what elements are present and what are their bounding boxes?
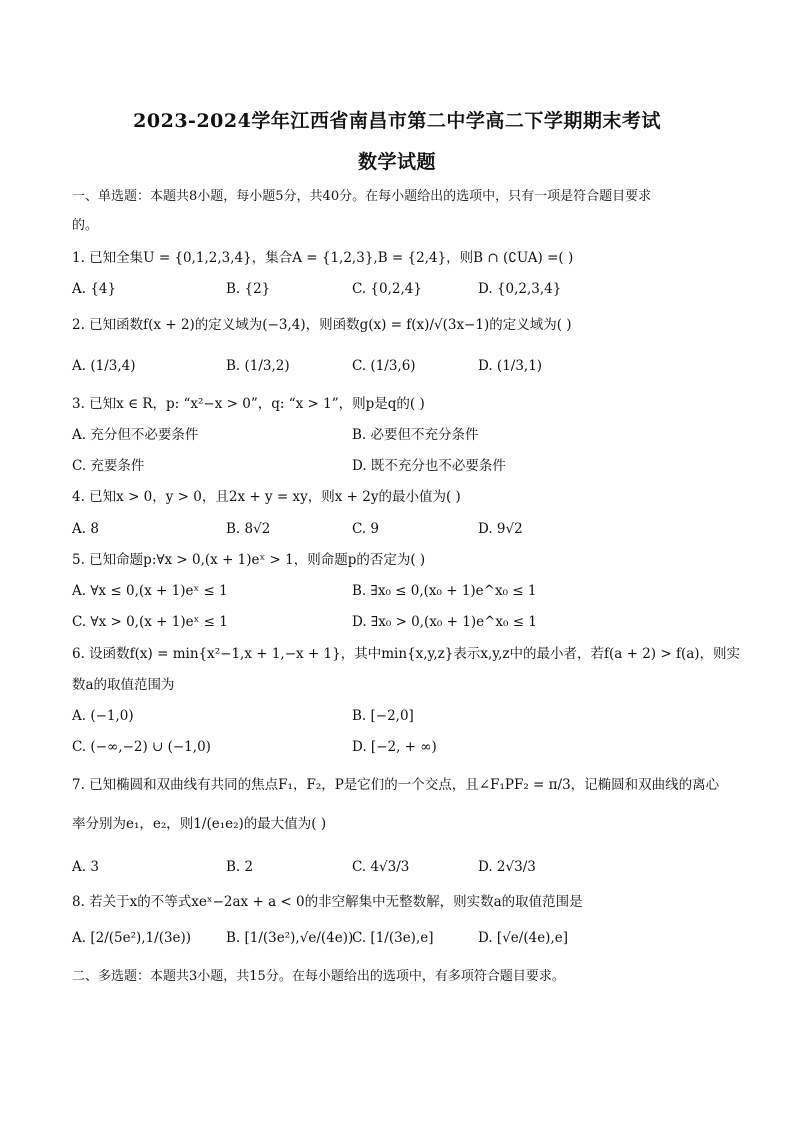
question-5-stem: 5. 已知命题p:∀x > 0,(x + 1)eˣ > 1，则命题p的否定为( ) — [72, 552, 426, 568]
q5-option-a: A. ∀x ≤ 0,(x + 1)eˣ ≤ 1 — [72, 583, 228, 599]
question-6-stem-cont: 数a的取值范围为 — [72, 677, 175, 693]
q4-option-b: B. 8√2 — [226, 521, 271, 537]
q1-option-b: B. {2} — [226, 281, 271, 297]
q7-option-a: A. 3 — [72, 859, 99, 875]
question-2-stem: 2. 已知函数f(x + 2)的定义域为(−3,4)，则函数g(x) = f(x)/√(3x−1)的定义域为( ) — [72, 317, 572, 333]
q2-option-b: B. (1/3,2) — [226, 358, 290, 374]
section1-heading-cont: 的。 — [72, 218, 99, 233]
q3-option-d: D. 既不充分也不必要条件 — [352, 458, 506, 474]
q6-option-b: B. [−2,0] — [352, 708, 414, 724]
question-7-stem: 7. 已知椭圆和双曲线有共同的焦点F₁，F₂，P是它们的一个交点，且∠F₁PF₂ = π/3，记椭圆和双曲线的离心 — [72, 777, 720, 793]
q2-option-c: C. (1/3,6) — [352, 358, 416, 374]
q8-option-b: B. [1/(3e²),√e/(4e)) — [226, 930, 354, 946]
q7-option-b: B. 2 — [226, 859, 254, 875]
question-1-stem: 1. 已知全集U = {0,1,2,3,4}，集合A = {1,2,3},B = {2,4}，则B ∩ (∁UA) =( ) — [72, 250, 574, 266]
q5-option-b: B. ∃x₀ ≤ 0,(x₀ + 1)e^x₀ ≤ 1 — [352, 583, 537, 599]
q1-option-c: C. {0,2,4} — [352, 281, 422, 297]
q5-option-c: C. ∀x > 0,(x + 1)eˣ ≤ 1 — [72, 614, 228, 630]
question-6-stem: 6. 设函数f(x) = min{x²−1,x + 1,−x + 1}，其中min{x,y,z}表示x,y,z中的最小者，若f(a + 2) > f(a)，则实 — [72, 646, 741, 662]
exam-title: 2023-2024学年江西省南昌市第二中学高二下学期期末考试 — [133, 110, 661, 132]
q1-option-a: A. {4} — [72, 281, 117, 297]
q4-option-a: A. 8 — [72, 521, 99, 537]
q8-option-c: C. [1/(3e),e] — [352, 930, 434, 946]
q3-option-c: C. 充要条件 — [72, 458, 145, 474]
q1-option-d: D. {0,2,3,4} — [478, 281, 562, 297]
q3-option-a: A. 充分但不必要条件 — [72, 427, 199, 443]
q5-option-d: D. ∃x₀ > 0,(x₀ + 1)e^x₀ ≤ 1 — [352, 614, 537, 630]
q7-option-d: D. 2√3/3 — [478, 859, 536, 875]
question-8-stem: 8. 若关于x的不等式xeˣ−2ax + a < 0的非空解集中无整数解，则实数a的取值范围是 — [72, 894, 583, 910]
question-3-stem: 3. 已知x ∈ R，p: “x²−x > 0”，q: “x > 1”，则p是q的( ) — [72, 396, 425, 412]
question-7-stem-cont: 率分别为e₁，e₂，则1/(e₁e₂)的最大值为( ) — [72, 816, 327, 832]
exam-subtitle: 数学试题 — [357, 151, 436, 173]
q4-option-d: D. 9√2 — [478, 521, 523, 537]
q3-option-b: B. 必要但不充分条件 — [352, 427, 479, 443]
section2-heading: 二、多选题：本题共3小题，共15分。在每小题给出的选项中，有多项符合题目要求。 — [72, 969, 565, 984]
section1-heading: 一、单选题：本题共8小题，每小题5分，共40分。在每小题给出的选项中，只有一项是符合题目要求 — [72, 189, 652, 204]
q6-option-c: C. (−∞,−2) ∪ (−1,0) — [72, 739, 211, 755]
q2-option-d: D. (1/3,1) — [478, 358, 543, 374]
q6-option-a: A. (−1,0) — [72, 708, 134, 724]
q8-option-a: A. [2/(5e²),1/(3e)) — [72, 930, 192, 946]
question-4-stem: 4. 已知x > 0，y > 0，且2x + y = xy，则x + 2y的最小值为( ) — [72, 489, 461, 505]
q2-option-a: A. (1/3,4) — [72, 358, 136, 374]
q7-option-c: C. 4√3/3 — [352, 859, 410, 875]
q8-option-d: D. [√e/(4e),e] — [478, 930, 568, 946]
q4-option-c: C. 9 — [352, 521, 380, 537]
q6-option-d: D. [−2, + ∞) — [352, 739, 437, 755]
